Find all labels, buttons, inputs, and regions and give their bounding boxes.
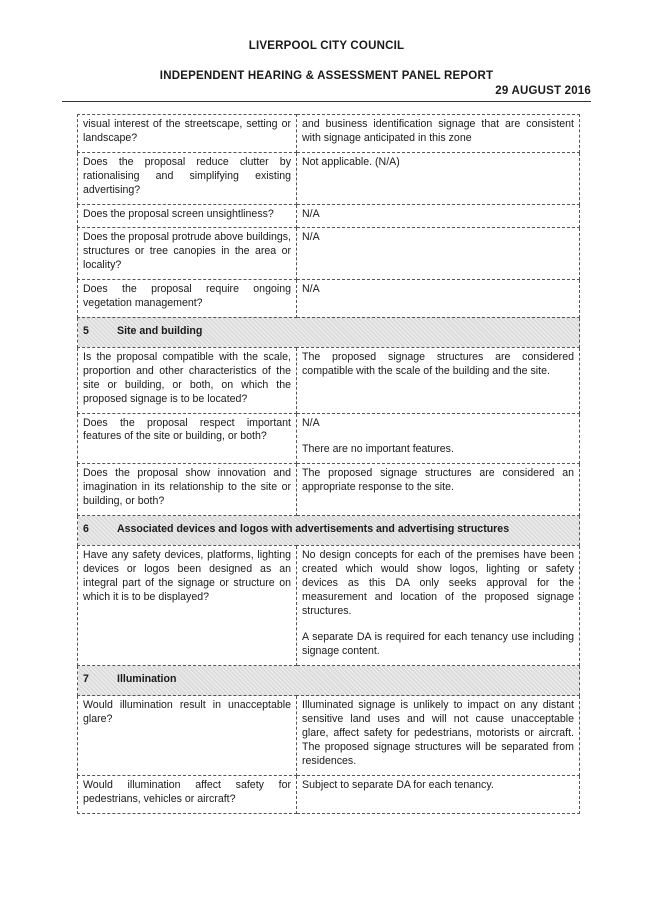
criterion-response: Not applicable. (N/A)	[297, 152, 580, 204]
section-heading	[78, 516, 580, 546]
criterion-response: The proposed signage structures are considered an appropriate response to the site.	[297, 464, 580, 516]
criterion-question: visual interest of the streetscape, setting or landscape?	[78, 115, 297, 153]
criterion-response: N/A There are no important features.	[297, 413, 580, 464]
criterion-response: Subject to separate DA for each tenancy.	[297, 775, 580, 813]
section-header-5	[78, 317, 580, 347]
criterion-question: Does the proposal reduce clutter by rationalising and simplifying existing advertising?	[78, 152, 297, 204]
criterion-response: and business identification signage that are consistent with signage anticipated in this zone	[297, 115, 580, 153]
table-row	[78, 347, 580, 413]
assessment-table	[77, 114, 580, 814]
criterion-response: The proposed signage structures are considered compatible with the scale of the building and the site.	[297, 347, 580, 413]
table-row	[78, 413, 580, 464]
section-title: Illumination	[117, 673, 177, 686]
criterion-question: Does the proposal show innovation and imagination in its relationship to the site or building, or both?	[78, 464, 297, 516]
criterion-question: Would illumination result in unacceptable glare?	[78, 696, 297, 776]
table-row	[78, 204, 580, 228]
section-heading	[78, 317, 580, 347]
criterion-question: Does the proposal respect important features of the site or building, or both?	[78, 413, 297, 464]
section-number: 5	[83, 324, 89, 337]
section-header-6	[78, 516, 580, 546]
criterion-response: N/A	[297, 228, 580, 280]
criterion-response: Illuminated signage is unlikely to impact on any distant sensitive land uses and will not cause unacceptable glare, affect safety for pedestrians, motorists or aircraft. The proposed signage structures will be separated from residences.	[297, 696, 580, 776]
report-date: 29 AUGUST 2016	[495, 85, 591, 97]
table-row	[78, 115, 580, 153]
table-row	[78, 696, 580, 776]
criterion-response: N/A	[297, 280, 580, 318]
criterion-question: Does the proposal screen unsightliness?	[78, 204, 297, 228]
section-header-7	[78, 666, 580, 696]
table-row	[78, 228, 580, 280]
criterion-response: N/A	[297, 204, 580, 228]
section-title: Associated devices and logos with advertisements and advertising structures	[117, 523, 510, 536]
council-name: LIVERPOOL CITY COUNCIL	[248, 40, 405, 52]
table-row	[78, 775, 580, 813]
criterion-question: Does the proposal protrude above buildings, structures or tree canopies in the area or locality?	[78, 228, 297, 280]
table-row	[78, 545, 580, 665]
section-title: Site and building	[117, 324, 203, 337]
criterion-question: Does the proposal require ongoing vegetation management?	[78, 280, 297, 318]
criterion-question: Have any safety devices, platforms, lighting devices or logos been designed as an integral part of the signage or structure on which it is to be displayed?	[78, 545, 297, 665]
criterion-question: Would illumination affect safety for pedestrians, vehicles or aircraft?	[78, 775, 297, 813]
table-row	[78, 464, 580, 516]
criterion-response: No design concepts for each of the premises have been created which would show logos, lighting or safety devices as this DA only seeks approval for the measurement and location of the proposed signage structures. A separate DA is required for each tenancy use including signage content.	[297, 545, 580, 665]
header-divider	[62, 101, 591, 102]
report-title: INDEPENDENT HEARING & ASSESSMENT PANEL REPORT	[159, 70, 494, 82]
table-row	[78, 152, 580, 204]
criterion-question: Is the proposal compatible with the scale, proportion and other characteristics of the site or building, or both, on which the proposed signage is to be located?	[78, 347, 297, 413]
section-heading	[78, 666, 580, 696]
section-number: 7	[83, 673, 89, 686]
section-number: 6	[83, 523, 89, 536]
table-row	[78, 280, 580, 318]
